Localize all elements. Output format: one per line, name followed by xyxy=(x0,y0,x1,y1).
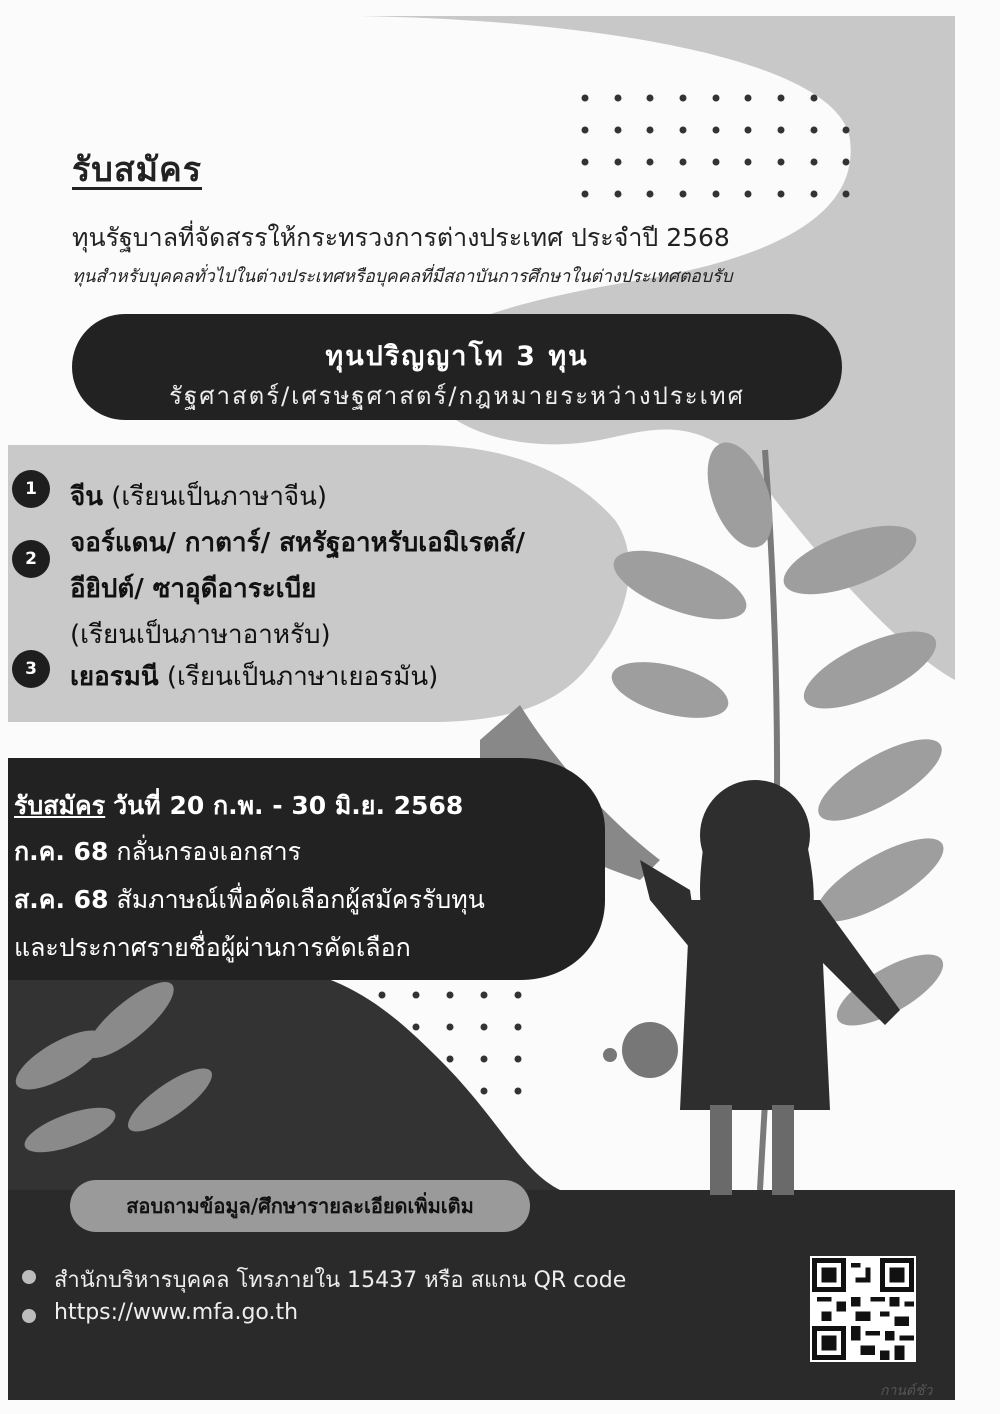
contact-heading: สอบถามข้อมูล/ศึกษารายละเอียดเพิ่มเติม xyxy=(70,1180,530,1232)
woman-silhouette xyxy=(640,780,900,1195)
apply-label: รับสมัคร xyxy=(14,791,106,820)
handwritten-signature: กานต์ชัว xyxy=(880,1383,933,1399)
apply-dates: วันที่ 20 ก.พ. - 30 มิ.ย. 2568 xyxy=(113,791,464,820)
contact-phone: สำนักบริหารบุคคล โทรภายใน 15437 หรือ สแกน QR code xyxy=(54,1268,627,1293)
country-name: เยอรมนี xyxy=(70,662,159,692)
list-item xyxy=(70,476,327,517)
scholarship-subtitle: ทุนรัฐบาลที่จัดสรรให้กระทรวงการต่างประเทศ ประจำปี 2568 xyxy=(72,223,730,252)
scholarship-banner xyxy=(72,314,842,420)
list-item xyxy=(70,522,525,563)
eligibility-note: ทุนสำหรับบุคคลทั่วไปในต่างประเทศหรือบุคคลที่มีสถาบันการศึกษาในต่างประเทศตอบรับ xyxy=(72,267,733,287)
country-name: จีน xyxy=(70,482,104,512)
country-language: (เรียนเป็นภาษาเยอรมัน) xyxy=(166,662,439,692)
screening-text: กลั่นกรองเอกสาร xyxy=(116,837,302,866)
qr-code-icon[interactable] xyxy=(810,1256,916,1362)
bullet-icon xyxy=(22,1309,36,1323)
contact-website-link[interactable]: https://www.mfa.go.th xyxy=(54,1300,299,1325)
list-item-cont xyxy=(70,568,316,609)
list-number-3: 3 xyxy=(12,650,50,688)
schedule-apply xyxy=(14,786,463,826)
country-name: จอร์แดน/ กาตาร์/ สหรัฐอาหรับเอมิเรตส์/ xyxy=(70,528,525,558)
bullet-icon xyxy=(22,1270,36,1284)
dot-grid-top xyxy=(582,95,850,198)
list-number-2: 2 xyxy=(12,540,50,578)
country-language: (เรียนเป็นภาษาอาหรับ) xyxy=(70,620,331,650)
list-item xyxy=(70,656,438,697)
page-title: รับสมัคร xyxy=(72,150,203,190)
schedule-screening xyxy=(14,832,301,872)
interview-month: ส.ค. 68 xyxy=(14,885,109,914)
deco-circle xyxy=(622,1022,678,1078)
lower-left-wave xyxy=(8,960,560,1190)
deco-circle-small xyxy=(603,1048,617,1062)
list-number-1: 1 xyxy=(12,470,50,508)
interview-text: สัมภาษณ์เพื่อคัดเลือกผู้สมัครรับทุน xyxy=(116,885,485,914)
country-name: อียิปต์/ ซาอุดีอาระเบีย xyxy=(70,574,317,604)
banner-fields: รัฐศาสตร์/เศรษฐศาสตร์/กฎหมายระหว่างประเทศ xyxy=(169,382,745,410)
country-language: (เรียนเป็นภาษาจีน) xyxy=(111,482,328,512)
schedule-announce: และประกาศรายชื่อผู้ผ่านการคัดเลือก xyxy=(14,933,411,962)
schedule-interview xyxy=(14,880,485,920)
banner-title: ทุนปริญญาโท 3 ทุน xyxy=(325,341,589,372)
screening-month: ก.ค. 68 xyxy=(14,837,109,866)
